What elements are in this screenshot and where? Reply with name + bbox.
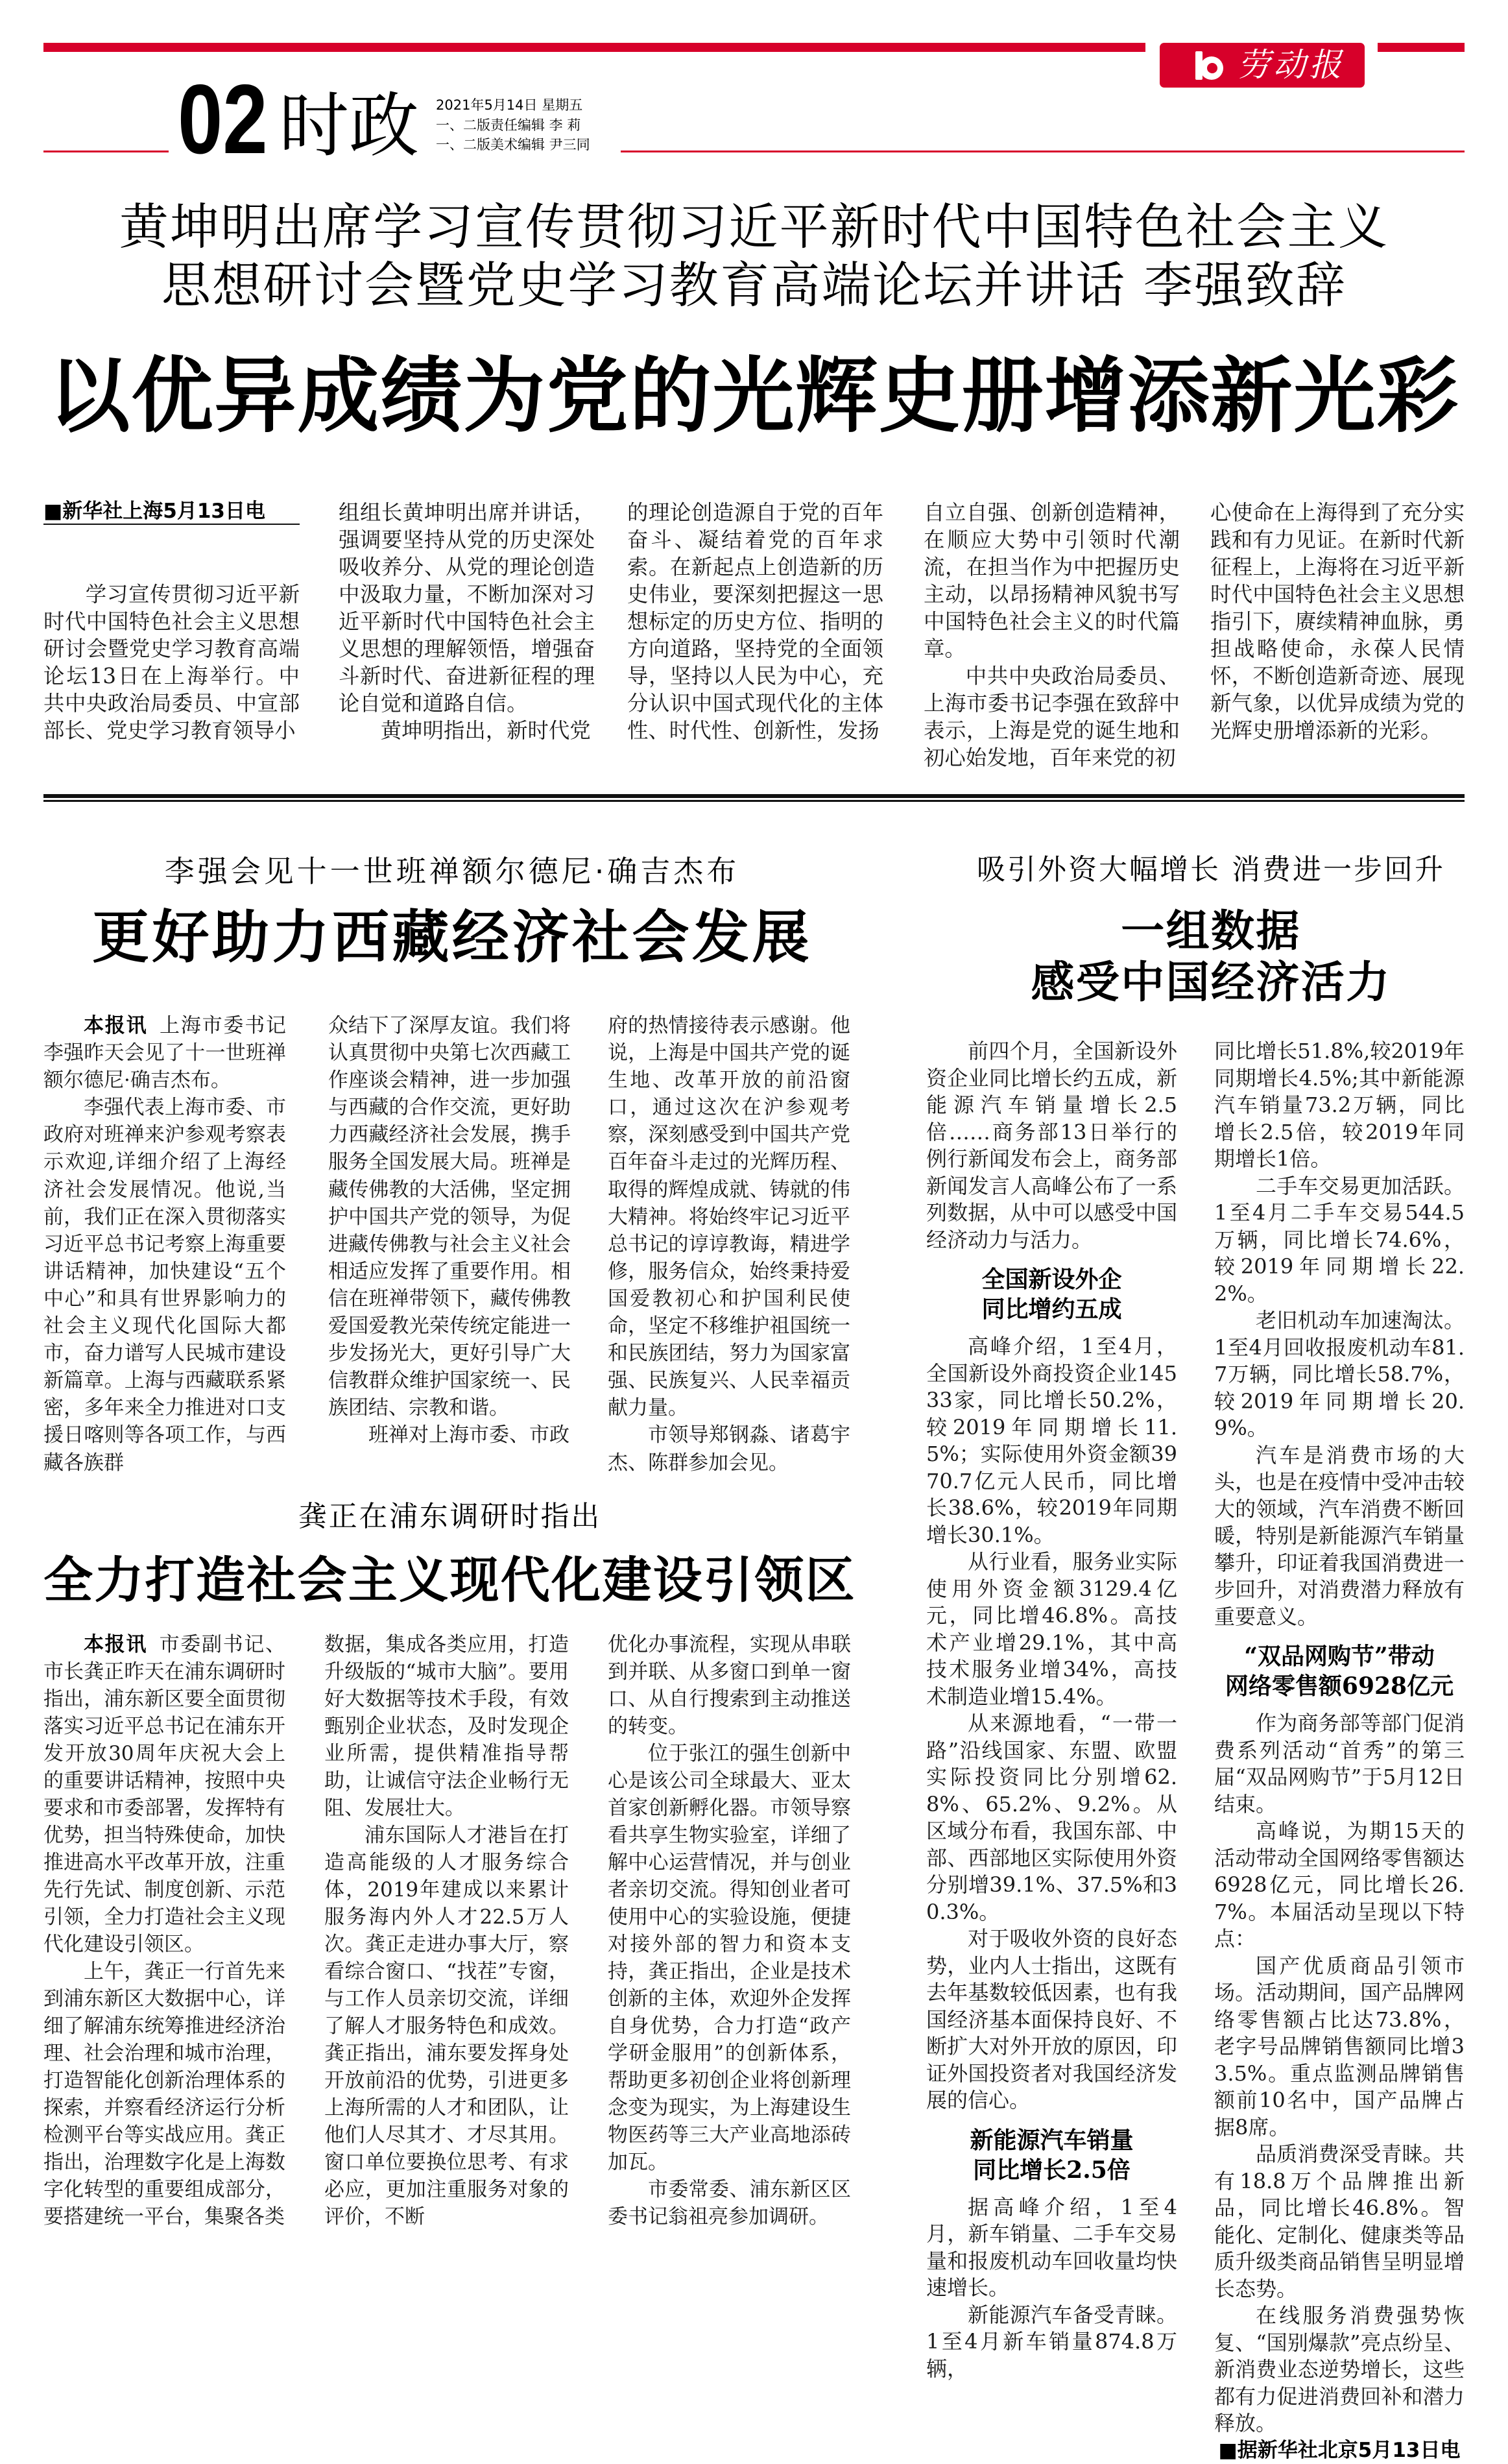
paragraph-text: 高峰说，为期15天的活动带动全国网络零售额达6928亿元，同比增长26.7%。本届活动呈现以下特点：	[1214, 1818, 1465, 1951]
paragraph-text: 数据，集成各类应用，打造升级版的“城市大脑”。要用好大数据等技术手段，有效甄别企业状态，及时发现企业所需，提供精准指导帮助，让诚信守法企业畅行无阻、发展壮大。	[324, 1633, 569, 1820]
art-editor: 一、二版美术编辑 尹三同	[436, 135, 590, 155]
paragraph	[926, 1038, 1177, 1253]
paragraph-text: 从来源地看，“一带一路”沿线国家、东盟、欧盟实际投资同比分别增62.8%、65.2%、9.2%。从区域分布看，我国东部、中部、西部地区实际使用外资分别增39.1%、37.5%和30.3%。	[926, 1711, 1177, 1924]
page-number: 02	[178, 70, 268, 169]
article-column	[1214, 1038, 1465, 2464]
paragraph	[43, 1012, 286, 1094]
paragraph	[608, 1631, 851, 1740]
paragraph	[1214, 1173, 1465, 1308]
subhead-line: 新能源汽车销量	[926, 2125, 1177, 2155]
article-column	[43, 1012, 286, 1477]
paragraph	[926, 1333, 1177, 1549]
paragraph	[924, 499, 1180, 662]
responsible-editor: 一、二版责任编辑 李 莉	[436, 115, 590, 136]
paragraph	[1214, 2302, 1465, 2437]
section-divider-thick	[43, 794, 1465, 798]
paragraph-text: 高峰介绍，1至4月，全国新设外商投资企业14533家，同比增长50.2%，较2019年同期增长11.5%；实际使用外资金额3970.7亿元人民币，同比增长38.6%，较2019年同期增长30.1%。	[926, 1334, 1177, 1547]
paragraph	[1214, 1038, 1465, 1173]
paragraph-text: 上海市委书记李强昨天会见了十一世班禅额尔德尼·确吉杰布。	[43, 1014, 286, 1092]
paragraph-text: 众结下了深厚友谊。我们将认真贯彻中央第七次西藏工作座谈会精神，进一步加强与西藏的合作交流，更好助力西藏经济社会发展，携手服务全国发展大局。班禅是藏传佛教的大活佛，坚定拥护中国共产党的领导，为促进藏传佛教与社会主义社会相适应发挥了重要作用。相信在班禅带领下，藏传佛教爱国爱教光荣传统定能进一步发扬光大，更好引导广大信教群众维护国家统一、民族团结、宗教和谐。	[328, 1014, 571, 1419]
paragraph-text: 位于张江的强生创新中心是该公司全球最大、亚太首家创新孵化器。市领导察看共享生物实验室，详细了解中心运营情况，并与创业者亲切交流。得知创业者可使用中心的实验设施，便捷对接外部的智力和资本支持，龚正指出，企业是技术创新的主体，欢迎外企发挥自身优势，合力打造“政产学研金服用”的创新体系，帮助更多初创企业将创新理念变为现实，为上海建设生物医药等三大产业高地添砖加瓦。	[608, 1742, 851, 2174]
subhead-line: “双品网购节”带动	[1214, 1641, 1465, 1671]
masthead-rule-left	[43, 151, 169, 152]
pudong-kicker: 龚正在浦东调研时指出	[43, 1501, 856, 1533]
logo-mark-counter	[1207, 63, 1217, 73]
issue-date: 2021年5月14日 星期五	[436, 95, 590, 115]
paragraph	[926, 1549, 1177, 1710]
masthead-rule-right	[621, 151, 1465, 152]
paragraph-text: 作为商务部等部门促消费系列活动“首秀”的第三届“双品网购节”于5月12日结束。	[1214, 1711, 1465, 1817]
section-subhead	[926, 1264, 1177, 1324]
paragraph-text: 上午，龚正一行首先来到浦东新区大数据中心，详细了解浦东统筹推进经济治理、社会治理和城市治理，打造智能化创新治理体系的探索，并察看经济运行分析检测平台等实战应用。龚正指出，治理数字化是上海数字化转型的重要组成部分，要搭建统一平台，集聚各类	[43, 1960, 285, 2228]
paragraph-text: 市委副书记、市长龚正昨天在浦东调研时指出，浦东新区要全面贯彻落实习近平总书记在浦东开发开放30周年庆祝大会上的重要讲话精神，按照中央要求和市委部署，发挥特有优势，担当特殊使命，加快推进高水平改革开放，注重先行先试、制度创新、示范引领，全力打造社会主义现代化建设引领区。	[43, 1633, 285, 1956]
dateline: ■新华社上海5月13日电	[43, 499, 300, 525]
paragraph-text: 组组长黄坤明出席并讲话，强调要坚持从党的历史深处吸收养分、从党的理论创造中汲取力量，不断加深对习近平新时代中国特色社会主义思想的理解领悟，增强奋斗新时代、奋进新征程的理论自觉和道路自信。	[339, 500, 595, 716]
paragraph-text: 老旧机动车加速淘汰。1至4月回收报废机动车81.7万辆，同比增长58.7%，较2019年同期增长20.9%。	[1214, 1308, 1465, 1440]
paragraph-text: 浦东国际人才港旨在打造高能级的人才服务综合体，2019年建成以来累计服务海内外人才22.5万人次。龚正走进办事大厅，察看综合窗口、“找茬”专窗，与工作人员亲切交流，详细了解人才服务特色和成效。龚正指出，浦东要发挥身处开放前沿的优势，引进更多上海所需的人才和团队，让他们人尽其才、才尽其用。窗口单位要换位思考、有求必应，更加注重服务对象的评价，不断	[324, 1824, 569, 2228]
paragraph	[324, 1631, 569, 1822]
article-column	[328, 1012, 571, 1449]
paragraph-text: 同比增长51.8%,较2019年同期增长4.5%;其中新能源汽车销量73.2万辆，同比增长2.5倍，较2019年同期增长1倍。	[1214, 1039, 1465, 1171]
paragraph-text: 对于吸收外资的良好态势，业内人士指出，这既有去年基数较低因素，也有我国经济基本面保持良好、不断扩大对外开放的原因，印证外国投资者对我国经济发展的信心。	[926, 1926, 1177, 2112]
paragraph	[1214, 2141, 1465, 2302]
subhead-line: 同比增约五成	[926, 1294, 1177, 1324]
paragraph-text: 心使命在上海得到了充分实践和有力见证。在新时代新征程上，上海将在习近平新时代中国特色社会主义思想指引下，赓续精神血脉，勇担战略使命，永葆人民情怀，不断创造新奇迹、展现新气象，以优异成绩为党的光辉史册增添新的光彩。	[1210, 500, 1465, 743]
masthead-red-bar-left	[43, 43, 1145, 52]
paragraph-text: 李强代表上海市委、市政府对班禅来沪参观考察表示欢迎,详细介绍了上海经济社会发展情况。他说,当前，我们正在深入贯彻落实习近平总书记考察上海重要讲话精神，加快建设“五个中心”和具有世界影响力的社会主义现代化国际大都市，奋力谱写人民城市建设新篇章。上海与西藏联系紧密，多年来全力推进对口支援日喀则等各项工作，与西藏各族群	[43, 1096, 286, 1474]
labor-daily-logo-icon	[1195, 51, 1225, 80]
article-column	[1210, 499, 1465, 744]
section-subhead	[1214, 1641, 1465, 1701]
subhead-line: 同比增长2.5倍	[926, 2155, 1177, 2185]
section-divider-thin	[43, 800, 1465, 802]
paragraph-text: 市委常委、浦东新区区委书记翁祖亮参加调研。	[608, 2178, 851, 2228]
paragraph	[1214, 1307, 1465, 1442]
paragraph	[328, 1012, 571, 1421]
subhead-line: 全国新设外企	[926, 1264, 1177, 1294]
pudong-headline: 全力打造社会主义现代化建设引领区	[43, 1552, 856, 1608]
tibet-headline: 更好助力西藏经济社会发展	[43, 905, 861, 970]
paragraph	[926, 2194, 1177, 2302]
paragraph-text: 国产优质商品引领市场。活动期间，国产品牌网络零售额占比达73.8%，老字号品牌销售额同比增33.5%。重点监测品牌销售额前10名中，国产品牌占据8席。	[1214, 1953, 1465, 2140]
article-column	[924, 499, 1180, 771]
paragraph	[43, 1094, 286, 1476]
article-column	[324, 1631, 569, 2230]
paragraph	[324, 1822, 569, 2230]
paragraph	[328, 1421, 571, 1449]
article-column	[43, 1631, 285, 2230]
lead-kicker	[43, 198, 1465, 315]
paragraph-text: 的理论创造源自于党的百年奋斗、凝结着党的百年求索。在新起点上创造新的历史伟业，要深刻把握这一思想标定的历史方位、指明的方向道路，坚持党的全面领导，坚持以人民为中心，充分认识中国式现代化的主体性、时代性、创新性，发扬	[627, 500, 883, 743]
paragraph-text: 市领导郑钢淼、诸葛宇杰、陈群参加会见。	[608, 1423, 850, 1474]
paragraph	[627, 499, 883, 744]
lead-headline: 以优异成绩为党的光辉史册增添新光彩	[43, 351, 1465, 442]
paragraph-text: 品质消费深受青睐。共有18.8万个品牌推出新品，同比增长46.8%。智能化、定制化、健康类等品质升级类商品销售呈明显增长态势。	[1214, 2142, 1465, 2301]
paragraph	[43, 581, 300, 744]
paragraph	[1214, 1818, 1465, 1953]
data-headline	[934, 906, 1488, 1008]
paragraph	[924, 662, 1180, 771]
paragraph	[43, 1631, 285, 1958]
paragraph	[1210, 499, 1465, 744]
dateline: ■据新华社北京5月13日电	[1214, 2437, 1465, 2464]
edition-info	[436, 95, 590, 155]
paragraph	[1214, 1953, 1465, 2142]
article-column	[608, 1631, 851, 2230]
article-column	[339, 499, 595, 744]
paragraph	[1214, 1442, 1465, 1631]
paragraph-text: 中共中央政治局委员、上海市委书记李强在致辞中表示，上海是党的诞生地和初心始发地，百年来党的初	[924, 664, 1180, 770]
news-source-label: 本报讯	[84, 1014, 147, 1037]
paragraph	[1214, 1710, 1465, 1818]
paragraph	[608, 1012, 850, 1421]
paragraph-text: 班禅对上海市委、市政	[368, 1423, 569, 1447]
paragraph	[608, 1740, 851, 2176]
kicker-line: 黄坤明出席学习宣传贯彻习近平新时代中国特色社会主义	[43, 198, 1465, 256]
paragraph	[926, 2302, 1177, 2383]
headline-line: 一组数据	[934, 906, 1488, 957]
section-subhead	[926, 2125, 1177, 2185]
masthead-red-bar-right	[1378, 43, 1465, 52]
article-column	[926, 1038, 1177, 2382]
paragraph-text: 新能源汽车备受青睐。1至4月新车销量874.8万辆，	[926, 2302, 1177, 2381]
paragraph-text: 在线服务消费强势恢复、“国别爆款”亮点纷呈、新消费业态逆势增长，这些都有力促进消费回补和潜力释放。	[1214, 2303, 1465, 2435]
headline-line: 感受中国经济活力	[934, 957, 1488, 1008]
news-source-label: 本报讯	[84, 1633, 147, 1656]
newspaper-logo	[1160, 43, 1365, 88]
paragraph-text: 优化办事流程，实现从串联到并联、从多窗口到单一窗口、从自行搜索到主动推送的转变。	[608, 1633, 851, 1738]
paragraph-text: 二手车交易更加活跃。1至4月二手车交易544.5万辆，同比增长74.6%，较2019年同期增长22.2%。	[1214, 1174, 1465, 1306]
paragraph	[926, 1710, 1177, 1926]
logo-wordmark: 劳动报	[1238, 45, 1345, 84]
article-column	[608, 1012, 850, 1477]
paragraph	[339, 499, 595, 717]
paragraph-text: 学习宣传贯彻习近平新时代中国特色社会主义思想研讨会暨党史学习教育高端论坛13日在上海举行。中共中央政治局委员、中宣部部长、党史学习教育领导小	[43, 582, 300, 743]
subhead-line: 网络零售额6928亿元	[1214, 1671, 1465, 1701]
paragraph-text: 前四个月，全国新设外资企业同比增长约五成，新能源汽车销量增长2.5倍……商务部13日举行的例行新闻发布会上，商务部新闻发言人高峰公布了一系列数据，从中可以感受中国经济动力与活力。	[926, 1039, 1177, 1252]
article-column	[43, 499, 300, 744]
paragraph	[926, 1926, 1177, 2114]
paragraph	[608, 2176, 851, 2230]
paragraph-text: 据高峰介绍，1至4月，新车销量、二手车交易量和报废机动车回收量均快速增长。	[926, 2195, 1177, 2301]
paragraph-text: 黄坤明指出，新时代党	[381, 718, 591, 743]
tibet-kicker: 李强会见十一世班禅额尔德尼·确吉杰布	[43, 855, 861, 888]
paragraph	[43, 1958, 285, 2230]
section-name: 时政	[279, 91, 419, 162]
paragraph	[608, 1421, 850, 1476]
paragraph-text: 自立自强、创新创造精神，在顺应大势中引领时代潮流，在担当作为中把握历史主动，以昂扬精神风貌书写中国特色社会主义的时代篇章。	[924, 500, 1180, 661]
paragraph-text: 府的热情接待表示感谢。他说，上海是中国共产党的诞生地、改革开放的前沿窗口，通过这次在沪参观考察，深刻感受到中国共产党百年奋斗走过的光辉历程、取得的辉煌成就、铸就的伟大精神。将始终牢记习近平总书记的谆谆教诲，精进学修，服务信众，始终秉持爱国爱教初心和护国利民使命，坚定不移维护祖国统一和民族团结，努力为国家富强、民族复兴、人民幸福贡献力量。	[608, 1014, 850, 1419]
paragraph-text: 从行业看，服务业实际使用外资金额3129.4亿元，同比增46.8%。高技术产业增29.1%，其中高技术服务业增34%，高技术制造业增15.4%。	[926, 1549, 1177, 1709]
paragraph-text: 汽车是消费市场的大头，也是在疫情中受冲击较大的领域，汽车消费不断回暖，特别是新能源汽车销量攀升，印证着我国消费进一步回升，对消费潜力释放有重要意义。	[1214, 1443, 1465, 1629]
article-column	[627, 499, 883, 744]
data-kicker: 吸引外资大幅增长 消费进一步回升	[934, 854, 1488, 886]
paragraph	[339, 717, 595, 744]
kicker-line: 思想研讨会暨党史学习教育高端论坛并讲话 李强致辞	[43, 256, 1465, 315]
